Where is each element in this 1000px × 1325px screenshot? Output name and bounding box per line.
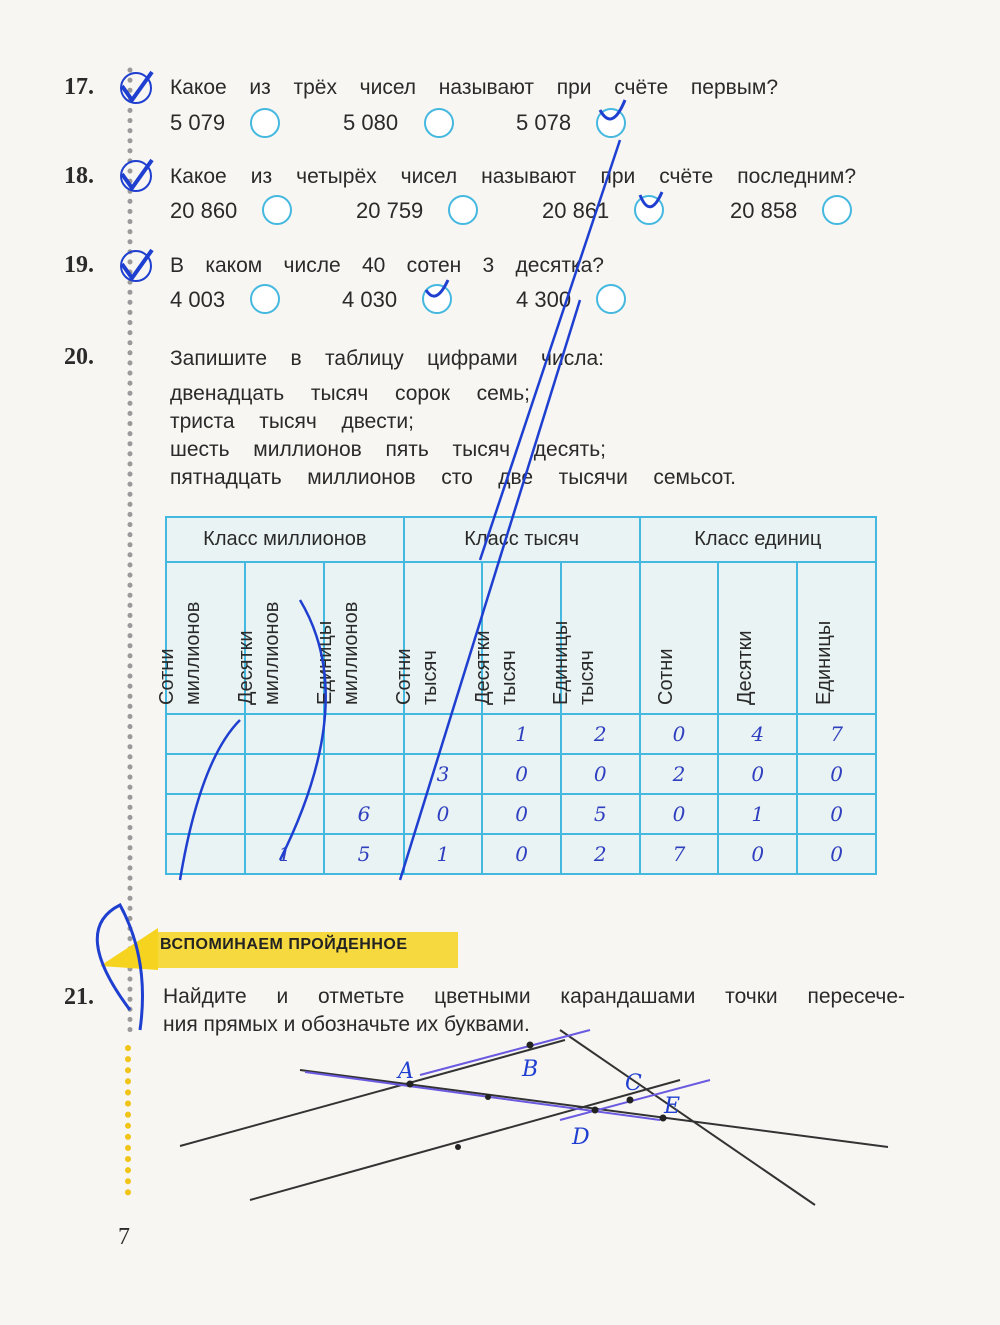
task-19-number: 19. [64, 252, 94, 278]
task-21-line-1: Найдите и отметьте цветными карандашами точки пересече- [163, 985, 905, 1008]
printed-line [180, 1040, 565, 1146]
table-cell[interactable]: 0 [797, 754, 876, 794]
table-cell[interactable]: 1 [245, 834, 324, 874]
task-21-line-2: ния прямых и обозначьте их буквами. [163, 1013, 530, 1036]
task-18-option-3: 20 861 [542, 198, 610, 223]
class-thousands-header: Класс тысяч [404, 517, 640, 562]
task-17-option-1: 5 079 [170, 110, 226, 135]
page-number: 7 [118, 1224, 130, 1250]
table-cell[interactable]: 4 [718, 714, 797, 754]
task-19-option-3: 4 300 [516, 287, 572, 312]
table-cell[interactable]: 0 [561, 754, 640, 794]
printed-dot [485, 1094, 491, 1100]
point-label-b: B [522, 1057, 539, 1082]
printed-line [560, 1030, 815, 1205]
table-cell[interactable]: 1 [404, 834, 483, 874]
task-20-line-3: шесть миллионов пять тысяч десять; [170, 438, 606, 461]
column-header: Десятки миллионов [245, 562, 324, 714]
column-header: Единицы тысяч [561, 562, 640, 714]
task-17-option-3: 5 078 [516, 110, 572, 135]
table-cell[interactable]: 2 [561, 714, 640, 754]
task-18-question: Какое из четырёх чисел называют при счёте последним? [170, 165, 856, 188]
section-banner-title: ВСПОМИНАЕМ ПРОЙДЕННОЕ [160, 936, 408, 953]
table-cell[interactable]: 0 [718, 834, 797, 874]
task-20-line-2: триста тысяч двести; [170, 410, 414, 433]
table-cell[interactable]: 0 [797, 834, 876, 874]
table-cell[interactable]: 5 [561, 794, 640, 834]
task-18-option-2: 20 759 [356, 198, 424, 223]
point-label-c: C [625, 1071, 642, 1096]
column-header: Сотни миллионов [166, 562, 245, 714]
task-19-option-1: 4 003 [170, 287, 226, 312]
table-cell[interactable]: 0 [482, 794, 561, 834]
table-cell[interactable]: 7 [640, 834, 719, 874]
task-17-option-2: 5 080 [343, 110, 399, 135]
table-cell[interactable]: 0 [404, 794, 483, 834]
class-millions-header: Класс миллионов [166, 517, 404, 562]
column-header: Сотни [640, 562, 719, 714]
pencil-line [420, 1030, 590, 1075]
table-cell[interactable]: 0 [482, 754, 561, 794]
table-cell[interactable]: 5 [324, 834, 403, 874]
intersection-point [627, 1097, 634, 1104]
task-20-line-4: пятнадцать миллионов сто две тысячи семьсот. [170, 466, 736, 489]
table-cell[interactable]: 7 [797, 714, 876, 754]
table-cell[interactable]: 0 [640, 794, 719, 834]
column-header: Единицы миллионов [324, 562, 403, 714]
table-cell[interactable]: 0 [718, 754, 797, 794]
printed-dot [455, 1144, 461, 1150]
task-19-option-2: 4 030 [342, 287, 398, 312]
table-cell[interactable]: 0 [482, 834, 561, 874]
column-header: Десятки тысяч [482, 562, 561, 714]
task-20-number: 20. [64, 344, 94, 370]
point-label-d: D [572, 1125, 590, 1150]
intersection-point [592, 1107, 599, 1114]
task-18-option-1: 20 860 [170, 198, 238, 223]
table-cell[interactable]: 3 [404, 754, 483, 794]
table-cell[interactable]: 6 [324, 794, 403, 834]
table-cell[interactable]: 2 [640, 754, 719, 794]
point-label-e: E [664, 1094, 681, 1119]
point-label-a: A [398, 1059, 414, 1084]
table-cell[interactable]: 1 [718, 794, 797, 834]
column-header: Единицы [797, 562, 876, 714]
task-19-question: В каком числе 40 сотен 3 десятка? [170, 254, 604, 277]
task-21-number: 21. [64, 984, 94, 1010]
table-cell[interactable]: 0 [640, 714, 719, 754]
table-cell[interactable]: 2 [561, 834, 640, 874]
task-17-number: 17. [64, 74, 94, 100]
task-17-question: Какое из трёх чисел называют при счёте первым? [170, 76, 778, 99]
table-cell[interactable]: 0 [797, 794, 876, 834]
printed-line [250, 1080, 680, 1200]
task-18-option-4: 20 858 [730, 198, 798, 223]
intersection-point [527, 1042, 534, 1049]
column-header: Десятки [718, 562, 797, 714]
table-cell[interactable]: 1 [482, 714, 561, 754]
task-20-line-1: двенадцать тысяч сорок семь; [170, 382, 530, 405]
task-20-intro: Запишите в таблицу цифрами числа: [170, 347, 604, 370]
column-header: Сотни тысяч [404, 562, 483, 714]
task-18-number: 18. [64, 163, 94, 189]
class-units-header: Класс единиц [640, 517, 876, 562]
